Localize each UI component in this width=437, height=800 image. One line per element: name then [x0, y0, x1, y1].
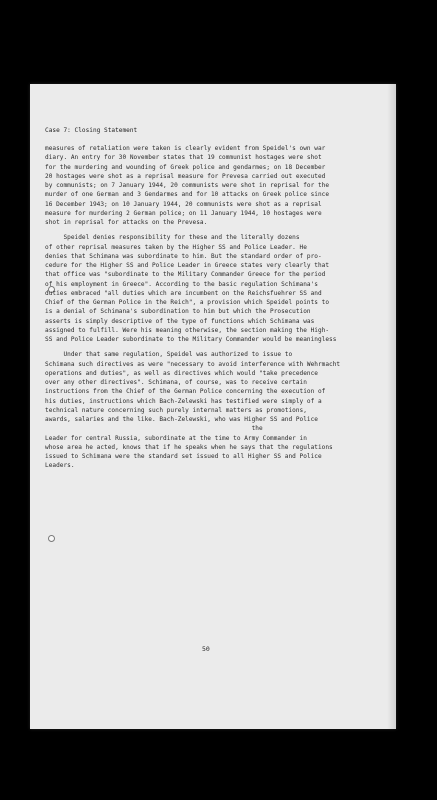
text-line: Schimana such directives as were "necessary to avoid interference with Wehrmacht: [45, 360, 341, 368]
text-line: Leader for central Russia, subordinate at the time to Army Commander in: [45, 434, 307, 442]
text-line: over any other directives". Schimana, of course, was to receive certain: [45, 379, 307, 386]
text-line: measures of retaliation were taken is clearly evident from Speidel's own war: [45, 145, 326, 152]
text-line: whose area he acted, knows that if he speaks when he says that the regulations: [45, 443, 333, 451]
text-line: 16 December 1943; on 10 January 1944, 20 communists were shot as a reprisal: [45, 200, 322, 208]
page-number: 50: [202, 645, 210, 653]
text-line: Chief of the German Police in the Reich", a provision which Speidel points to: [45, 299, 330, 306]
text-line: instructions from the Chief of the German Police concerning the execution of: [45, 388, 326, 396]
text-line: operations and duties", as well as directives which would "take precedence: [45, 369, 318, 377]
text-line: Leaders.: [45, 462, 75, 470]
text-line: the: [45, 425, 263, 433]
page-edge-shadow: [387, 84, 396, 729]
text-line: issued to Schimana were the standard set issued to all Higher SS and Police: [45, 453, 322, 460]
text-line: murder of one German and 3 Gendarmes and for 10 attacks on Greek police since: [45, 191, 330, 199]
text-line: shot in reprisal for attacks on the Prevesa.: [45, 219, 208, 226]
text-line: SS and Police Leader subordinate to the Military Commander would be meaningless: [45, 336, 337, 343]
text-line: of his employment in Greece". According to the basic regulation Schimana's: [45, 280, 318, 288]
text-line: is a denial of Schimana's subordination to him but which the Prosecution: [45, 308, 311, 316]
document-body: [45, 144, 340, 471]
text-line: awards, salaries and the like. Bach-Zelewski, who was Higher SS and Police: [45, 416, 318, 423]
text-line: diary. An entry for 30 November states that 19 communist hostages were shot: [45, 154, 322, 162]
text-line: Speidel denies responsibility for these and the literally dozens: [45, 234, 300, 242]
text-line: that office was "subordinate to the Military Commander Greece for the period: [45, 271, 326, 279]
binder-hole-bottom-icon: [48, 535, 55, 542]
text-line: measure for murdering 2 German police; on 11 January 1944, 10 hostages were: [45, 209, 322, 217]
text-line: duties embraced "all duties which are incumbent on the Reichsfuehrer SS and: [45, 289, 322, 297]
text-line: by communists; on 7 January 1944, 20 communists were shot in reprisal for the: [45, 182, 330, 189]
text-line: for the murdering and wounding of Greek police and gendarmes; on 18 December: [45, 163, 326, 171]
page-header: Case 7: Closing Statement: [45, 127, 138, 134]
text-line: 20 hostages were shot as a reprisal measure for Prevesa carried out executed: [45, 172, 326, 180]
text-line: assigned to fulfill. Were his meaning otherwise, the section making the High-: [45, 326, 330, 334]
text-line: technical nature concerning such purely internal matters as promotions,: [45, 406, 307, 414]
text-line: denies that Schimana was subordinate to him. But the standard order of pro-: [45, 252, 322, 260]
text-line: of other reprisal measures taken by the Higher SS and Police Leader. He: [45, 243, 307, 251]
text-line: asserts is simply descriptive of the type of functions which Schimana was: [45, 317, 315, 325]
text-line: his duties, instructions which Bach-Zelewski has testified were simply of a: [45, 397, 322, 405]
text-line: Under that same regulation, Speidel was authorized to issue to: [45, 351, 293, 359]
text-line: cedure for the Higher SS and Police Leader in Greece states very clearly that: [45, 262, 330, 269]
